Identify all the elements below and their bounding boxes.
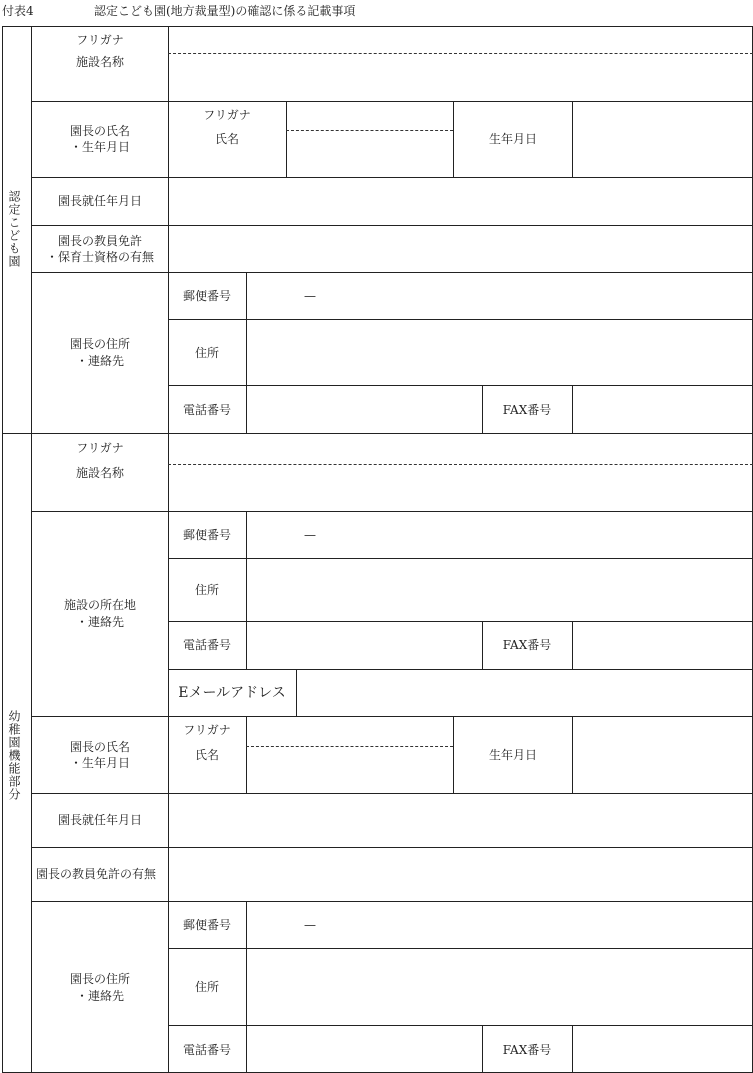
- furigana-label: フリガナ: [76, 441, 124, 455]
- cell-divider: [453, 716, 454, 793]
- birthdate-label: 生年月日: [488, 132, 538, 146]
- appointment-date-label: 園長就任年月日: [57, 813, 143, 827]
- email-label: Eメールアドレス: [178, 685, 286, 701]
- director-name-label: 園長の氏名: [69, 124, 131, 138]
- email-field[interactable]: [297, 670, 752, 716]
- contact-label: ・連絡先: [75, 989, 125, 1003]
- director-birthdate-field[interactable]: [573, 102, 752, 177]
- phone-label: 電話番号: [182, 638, 232, 652]
- director-birthdate-label: ・生年月日: [69, 756, 131, 770]
- appointment-date-field[interactable]: [169, 794, 752, 847]
- address-field[interactable]: [247, 949, 752, 1025]
- facility-furigana-field[interactable]: [169, 434, 752, 464]
- director-name-field[interactable]: [287, 131, 453, 177]
- name-label: 氏名: [194, 748, 220, 762]
- fax-label: FAX番号: [502, 403, 552, 417]
- director-furigana-field[interactable]: [287, 102, 453, 130]
- director-address-label: 園長の住所: [69, 972, 131, 986]
- postal-code-label: 郵便番号: [182, 289, 232, 303]
- name-label: 氏名: [214, 132, 240, 146]
- cell-divider: [482, 621, 483, 669]
- facility-name-field[interactable]: [169, 465, 752, 511]
- license-label: 園長の教員免許: [57, 234, 143, 248]
- postal-dash: —: [304, 918, 316, 932]
- address-label: 住所: [194, 346, 220, 360]
- cell-divider: [482, 385, 483, 433]
- phone-field[interactable]: [247, 622, 482, 669]
- postal-code-field[interactable]: [247, 273, 752, 319]
- section-column-divider: [31, 26, 32, 1073]
- postal-code-field[interactable]: [247, 902, 752, 948]
- phone-label: 電話番号: [182, 403, 232, 417]
- license-label: 園長の教員免許の有無: [35, 867, 157, 881]
- postal-code-field[interactable]: [247, 512, 752, 558]
- section-label-youchien: 幼稚園機能部分: [7, 710, 21, 801]
- director-furigana-field[interactable]: [247, 717, 453, 746]
- facility-name-label: 施設名称: [75, 466, 125, 480]
- form-title: 認定こども園(地方裁量型)の確認に係る記載事項: [94, 4, 356, 18]
- fax-field[interactable]: [573, 1026, 752, 1072]
- phone-label: 電話番号: [182, 1043, 232, 1057]
- director-birthdate-field[interactable]: [573, 717, 752, 793]
- facility-name-field[interactable]: [169, 54, 752, 101]
- contact-label: ・連絡先: [75, 354, 125, 368]
- facility-location-label: 施設の所在地: [63, 598, 137, 612]
- postal-code-label: 郵便番号: [182, 528, 232, 542]
- phone-field[interactable]: [247, 1026, 482, 1072]
- postal-dash: —: [304, 528, 316, 542]
- fax-label: FAX番号: [502, 638, 552, 652]
- cell-divider: [453, 101, 454, 177]
- postal-dash: —: [304, 289, 316, 303]
- facility-furigana-field[interactable]: [169, 27, 752, 53]
- address-label: 住所: [194, 583, 220, 597]
- postal-code-label: 郵便番号: [182, 918, 232, 932]
- contact-label: ・連絡先: [75, 615, 125, 629]
- cell-divider: [482, 1025, 483, 1073]
- furigana-label: フリガナ: [183, 723, 231, 737]
- director-name-label: 園長の氏名: [69, 740, 131, 754]
- address-field[interactable]: [247, 320, 752, 385]
- address-field[interactable]: [247, 559, 752, 621]
- appointment-date-field[interactable]: [169, 178, 752, 225]
- furigana-label: フリガナ: [203, 108, 251, 122]
- table-border-left: [2, 26, 3, 1073]
- form-number: 付表4: [2, 4, 34, 18]
- childcare-qualification-label: ・保育士資格の有無: [45, 250, 155, 264]
- license-qualification-field[interactable]: [169, 226, 752, 272]
- fax-field[interactable]: [573, 386, 752, 433]
- director-address-label: 園長の住所: [69, 337, 131, 351]
- director-birthdate-label: ・生年月日: [69, 140, 131, 154]
- birthdate-label: 生年月日: [488, 748, 538, 762]
- license-field[interactable]: [169, 848, 752, 901]
- phone-field[interactable]: [247, 386, 482, 433]
- section-label-nintei: 認定こども園: [7, 190, 21, 268]
- fax-field[interactable]: [573, 622, 752, 669]
- director-name-field[interactable]: [247, 747, 453, 793]
- facility-name-label: 施設名称: [75, 55, 125, 69]
- furigana-label: フリガナ: [76, 33, 124, 47]
- appointment-date-label: 園長就任年月日: [57, 194, 143, 208]
- fax-label: FAX番号: [502, 1043, 552, 1057]
- address-label: 住所: [194, 980, 220, 994]
